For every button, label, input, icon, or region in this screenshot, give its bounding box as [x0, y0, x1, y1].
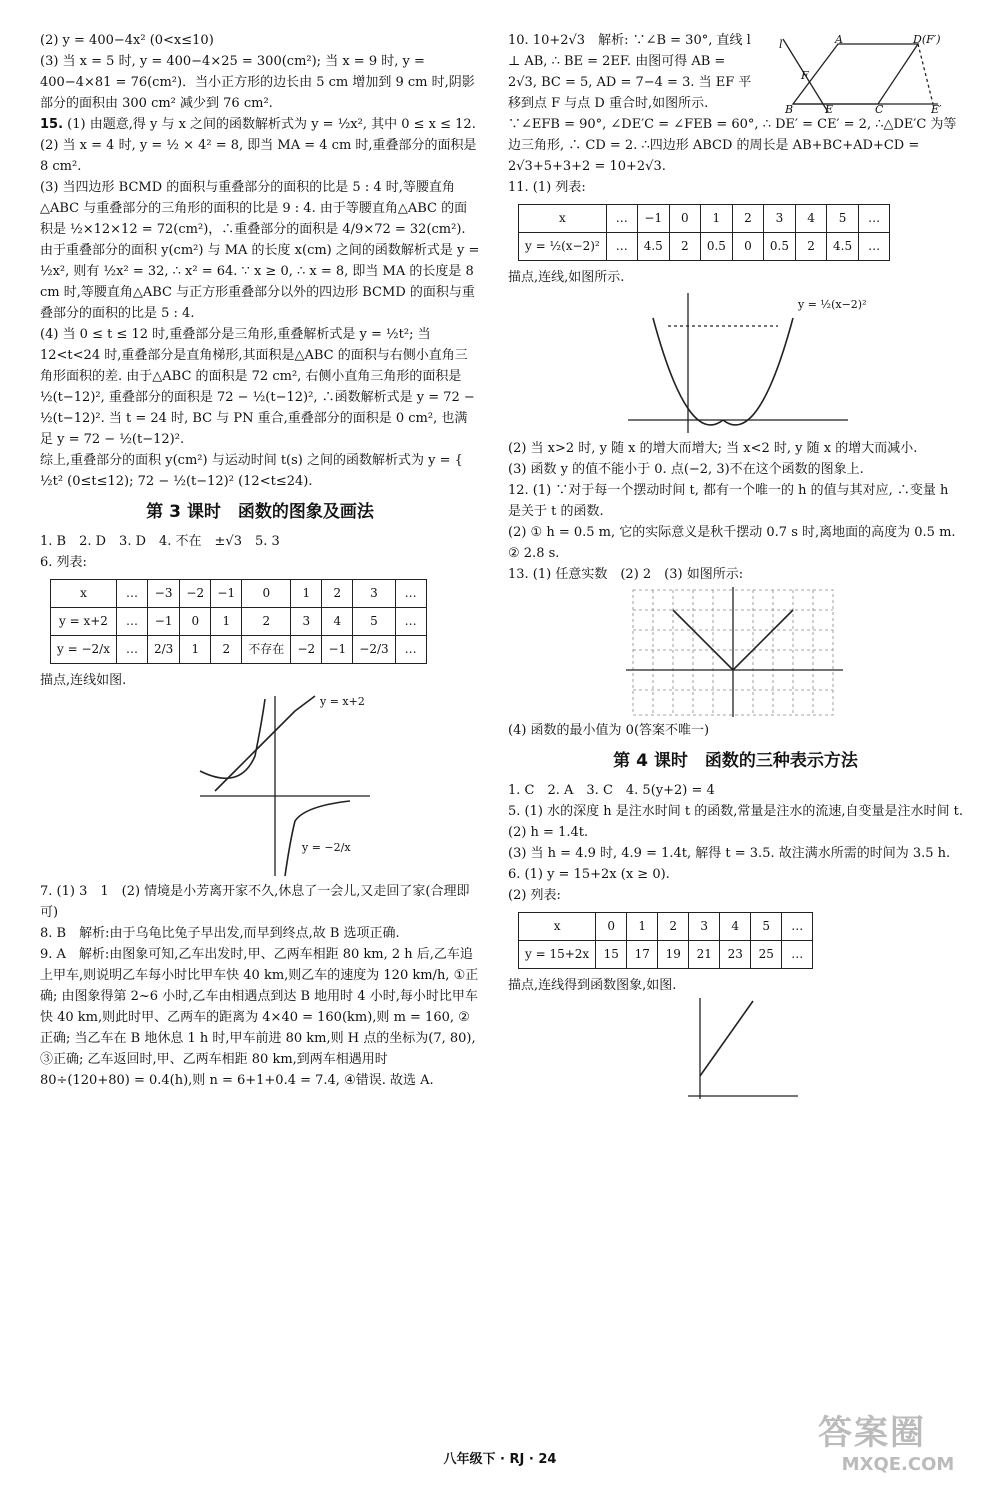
table-cell: 2 — [658, 913, 689, 941]
line-graph — [215, 696, 315, 791]
answer-text: (2) ① h = 0.5 m, 它的实际意义是秋千摆动 0.7 s 时,离地面的高度为 0.5 m. — [508, 525, 956, 540]
answer-text: 7. (1) 3 1 (2) 情境是小芳离开家不久,休息了一会儿,又走回了家(合理即可) — [40, 884, 470, 920]
answer-text: (3) 当 x = 5 时, y = 400−4×25 = 300(cm²); 当 x = 9 时, y = 400−4×81 = 76(cm²)．当小正方形的边长由 5 cm 增加到 9 cm 时,阴影部分的面积由 300 cm² 减少到 76 cm². — [40, 54, 475, 111]
table-row — [51, 580, 427, 608]
table-cell: 3 — [763, 205, 795, 233]
answer-text: 12. (1) ∵对于每一个摆动时间 t, 都有一个唯一的 h 的值与其对应, ∴变量 h 是关于 t 的函数. — [508, 483, 953, 519]
answer-text: 描点,连线如图. — [40, 673, 127, 688]
table-cell: 0 — [242, 580, 291, 608]
table-cell: 21 — [689, 941, 720, 969]
table-cell: … — [859, 205, 890, 233]
section-title: 第 4 课时 函数的三种表示方法 — [613, 751, 858, 771]
answer-text: 1. C 2. A 3. C 4. 5(y+2) = 4 — [508, 783, 715, 798]
table-row — [519, 205, 890, 233]
graph-linear — [508, 996, 963, 1101]
table-cell: 不存在 — [242, 636, 291, 664]
table-cell: x — [519, 205, 607, 233]
table-cell: … — [606, 205, 637, 233]
answer-text: 5. (1) 水的深度 h 是注水时间 t 的函数,常量是注水的流速,自变量是注水时间 t. — [508, 804, 963, 819]
table-cell: … — [782, 941, 813, 969]
table-cell: 2 — [322, 580, 353, 608]
table-cell: 0.5 — [700, 233, 732, 261]
answer-text: (4) 当 0 ≤ t ≤ 12 时,重叠部分是三角形,重叠解析式是 y = ½t²; 当 12<t<24 时,重叠部分是直角梯形,其面积是△ABC 的面积与右侧小直角三角形面积的差. 由于△ABC 的面积是 72 cm², 右侧小直角三角形的面积是 ½(t−12)², 重叠部分的面积是 72 − ½(t−12)², ∴函数解析式是 y = 72 − ½(t−12)². 当 t = 24 时, BC 与 PN 重合,重叠部分的面积是 0 cm², 也满足 y = 72 − ½(t−12)². — [40, 327, 479, 447]
answer-text: 6. 列表: — [40, 555, 87, 570]
question-number: 15. — [40, 117, 64, 132]
table-row — [519, 941, 813, 969]
answer-text: 9. A 解析:由图象可知,乙车出发时,甲、乙两车相距 80 km, 2 h 后,乙车追上甲车,则说明乙车每小时比甲车快 40 km,则乙车的速度为 120 km/h, ①正确; 由图象得第 2~6 小时,乙车由相遇点到达 B 地用时 4 小时,每小时比甲车快 40 km,则此时甲、乙两车的距离为 4×40 = 160(km),则 m = 160, ②正确; 当乙车在 B 地休息 1 h 时,甲车前进 80 km,则 H 点的坐标为(7, 80), ③正确; 乙车返回时,甲、乙两车相距 80 km,到两车相遇用时 80÷(120+80) = 0.4(h),则 n = 6+1+0.4 = 7.4, ④错误. 故选 A. — [40, 947, 480, 1088]
table-cell: y = x+2 — [51, 608, 117, 636]
table-cell: 4.5 — [827, 233, 859, 261]
answer-text — [40, 114, 480, 135]
table-row — [51, 636, 427, 664]
answer-text: (2) h = 1.4t. — [508, 825, 589, 840]
page-footer: 八年级下 · RJ · 24 — [443, 1452, 557, 1467]
table-cell: … — [116, 580, 147, 608]
table-cell: … — [782, 913, 813, 941]
table-cell: 2/3 — [147, 636, 179, 664]
answer-text: 描点,连线得到函数图象,如图. — [508, 978, 677, 993]
table-cell: −2/3 — [353, 636, 395, 664]
table-cell: 2 — [669, 233, 700, 261]
label-d: D(F′) — [913, 34, 941, 46]
watermark-url: MXQE.COM — [841, 1454, 955, 1475]
table-cell: x — [519, 913, 596, 941]
table-cell: y = −2/x — [51, 636, 117, 664]
parabola-label: y = ½(x−2)² — [798, 298, 867, 311]
table-cell: y = ½(x−2)² — [519, 233, 607, 261]
table-cell: 4 — [796, 205, 827, 233]
table-cell: 4 — [720, 913, 751, 941]
table-cell: y = 15+2x — [519, 941, 596, 969]
linear-graph — [700, 1001, 753, 1076]
graph-parabola — [508, 288, 963, 438]
value-table — [50, 579, 427, 664]
answer-text: 1. B 2. D 3. D 4. 不在 ±√3 5. 3 — [40, 534, 280, 549]
table-cell: 1 — [291, 580, 322, 608]
answer-text: (2) 当 x>2 时, y 随 x 的增大而增大; 当 x<2 时, y 随 x 的增大而减小. — [508, 441, 918, 456]
answer-text: ② 2.8 s. — [508, 546, 560, 561]
answer-text: (2) y = 400−4x² (0<x≤10) — [40, 33, 214, 48]
table-cell: 0 — [732, 233, 763, 261]
table-row — [519, 913, 813, 941]
table-cell: 5 — [827, 205, 859, 233]
table-cell: −2 — [180, 580, 211, 608]
hyperbola-label: y = −2/x — [302, 841, 351, 854]
answer-text: (3) 当四边形 BCMD 的面积与重叠部分的面积的比是 5 : 4 时,等腰直角△ABC 与重叠部分的三角形的面积的比是 9 : 4. 由于等腰直角△ABC 的面积是 ½×12×12 = 72(cm²)，∴重叠部分的面积是 4/9×72 = 32(cm²). 由于重叠部分的面积 y(cm²) 与 MA 的长度 x(cm) 之间的函数解析式是 y = ½x², 则有 ½x² = 32, ∴ x² = 64. ∵ x ≥ 0, ∴ x = 8, 即当 MA 的长度是 8 cm 时,等腰直角△ABC 与正方形重叠部分以外的四边形 BCMD 的面积与重叠部分的面积的比是 5 : 4. — [40, 180, 484, 321]
label-b: B — [785, 103, 794, 114]
table-cell: … — [116, 608, 147, 636]
table-cell: … — [395, 636, 426, 664]
left-column — [40, 30, 484, 1091]
table-cell: … — [116, 636, 147, 664]
table-cell: 3 — [291, 608, 322, 636]
answer-text: (2) 列表: — [508, 888, 561, 903]
table-row — [51, 608, 427, 636]
dashed-line — [918, 44, 933, 104]
table-cell: 1 — [211, 608, 242, 636]
table-cell: 1 — [627, 913, 658, 941]
table-cell: 3 — [353, 580, 395, 608]
table-cell: x — [51, 580, 117, 608]
table-cell: 0 — [669, 205, 700, 233]
label-f: F — [801, 69, 809, 82]
hyperbola-branch-right — [285, 801, 350, 876]
quadrilateral-abcd — [793, 44, 918, 104]
table-cell: −2 — [291, 636, 322, 664]
label-e: E — [825, 103, 834, 114]
table-cell: … — [606, 233, 637, 261]
geometry-figure — [763, 34, 963, 114]
table-cell: −1 — [637, 205, 669, 233]
label-e-prime: E′ — [931, 103, 942, 114]
table-cell: 1 — [180, 636, 211, 664]
value-table — [518, 912, 813, 969]
answer-text: (3) 当 h = 4.9 时, 4.9 = 1.4t, 解得 t = 3.5. 故注满水所需的时间为 3.5 h. — [508, 846, 951, 861]
table-cell: 23 — [720, 941, 751, 969]
graph-abs-value — [508, 585, 963, 720]
table-cell: … — [859, 233, 890, 261]
answer-text: 6. (1) y = 15+2x (x ≥ 0). — [508, 867, 670, 882]
right-column — [508, 30, 963, 1101]
answer-text: (3) 函数 y 的值不能小于 0. 点(−2, 3)不在这个函数的图象上. — [508, 462, 864, 477]
watermark-brand: 答案圈 — [818, 1413, 926, 1453]
table-cell: 2 — [796, 233, 827, 261]
table-cell: 2 — [242, 608, 291, 636]
answer-text: 综上,重叠部分的面积 y(cm²) 与运动时间 t(s) 之间的函数解析式为 y = { ½t² (0≤t≤12); 72 − ½(t−12)² (12<t≤24). — [40, 453, 468, 489]
table-cell: 3 — [689, 913, 720, 941]
graph-line-hyperbola — [40, 691, 480, 881]
label-c: C — [875, 103, 884, 114]
table-cell: 5 — [353, 608, 395, 636]
table-cell: −1 — [211, 580, 242, 608]
table-cell: 5 — [751, 913, 782, 941]
answer-text: (2) 当 x = 4 时, y = ½ × 4² = 8, 即当 MA = 4 cm 时,重叠部分的面积是 8 cm². — [40, 138, 481, 174]
answer-text: 10. 10+2√3 解析: ∵∠B = 30°, 直线 l ⊥ AB, ∴ BE = 2EF. 由图可得 AB = 2√3, BC = 5, AD = 7−4 = 3. 当 EF 平移到点 F 与点 D 重合时,如图所示. ∵∠EFB = 90°, ∠DE′C = ∠FEB = 60°, ∴ DE′ = CE′ = 2, ∴△DE′C 为等边三角形, ∴ CD = 2. ∴四边形 ABCD 的周长是 AB+BC+AD+CD = 2√3+5+3+2 = 10+2√3. — [508, 33, 957, 174]
table-cell: 19 — [658, 941, 689, 969]
answer-text: 描点,连线,如图所示. — [508, 270, 625, 285]
table-cell: −3 — [147, 580, 179, 608]
table-cell: −1 — [147, 608, 179, 636]
label-a: A — [835, 34, 843, 46]
parabola-curve — [653, 318, 793, 425]
table-cell: 1 — [700, 205, 732, 233]
answer-text: 8. B 解析:由于乌龟比兔子早出发,而早到终点,故 B 选项正确. — [40, 926, 400, 941]
hyperbola-branch-left — [200, 699, 265, 778]
table-cell: … — [395, 580, 426, 608]
table-cell: … — [395, 608, 426, 636]
table-cell: −1 — [322, 636, 353, 664]
table-row — [519, 233, 890, 261]
table-cell: 0 — [180, 608, 211, 636]
answer-text: 13. (1) 任意实数 (2) 2 (3) 如图所示: — [508, 567, 744, 582]
answer-text: (4) 函数的最小值为 0(答案不唯一) — [508, 723, 710, 738]
table-cell: 0.5 — [763, 233, 795, 261]
table-cell: 2 — [211, 636, 242, 664]
section-title: 第 3 课时 函数的图象及画法 — [146, 502, 374, 522]
watermark-logo — [818, 1405, 978, 1475]
answer-text: (1) 由题意,得 y 与 x 之间的函数解析式为 y = ½x², 其中 0 ≤ x ≤ 12. — [67, 117, 476, 132]
line-label: y = x+2 — [320, 695, 365, 708]
value-table — [518, 204, 890, 261]
label-l: l — [779, 38, 783, 51]
table-cell: 25 — [751, 941, 782, 969]
answer-text: 11. (1) 列表: — [508, 180, 586, 195]
table-cell: 0 — [596, 913, 627, 941]
table-cell: 17 — [627, 941, 658, 969]
table-cell: 2 — [732, 205, 763, 233]
table-cell: 4 — [322, 608, 353, 636]
table-cell: 15 — [596, 941, 627, 969]
table-cell: 4.5 — [637, 233, 669, 261]
